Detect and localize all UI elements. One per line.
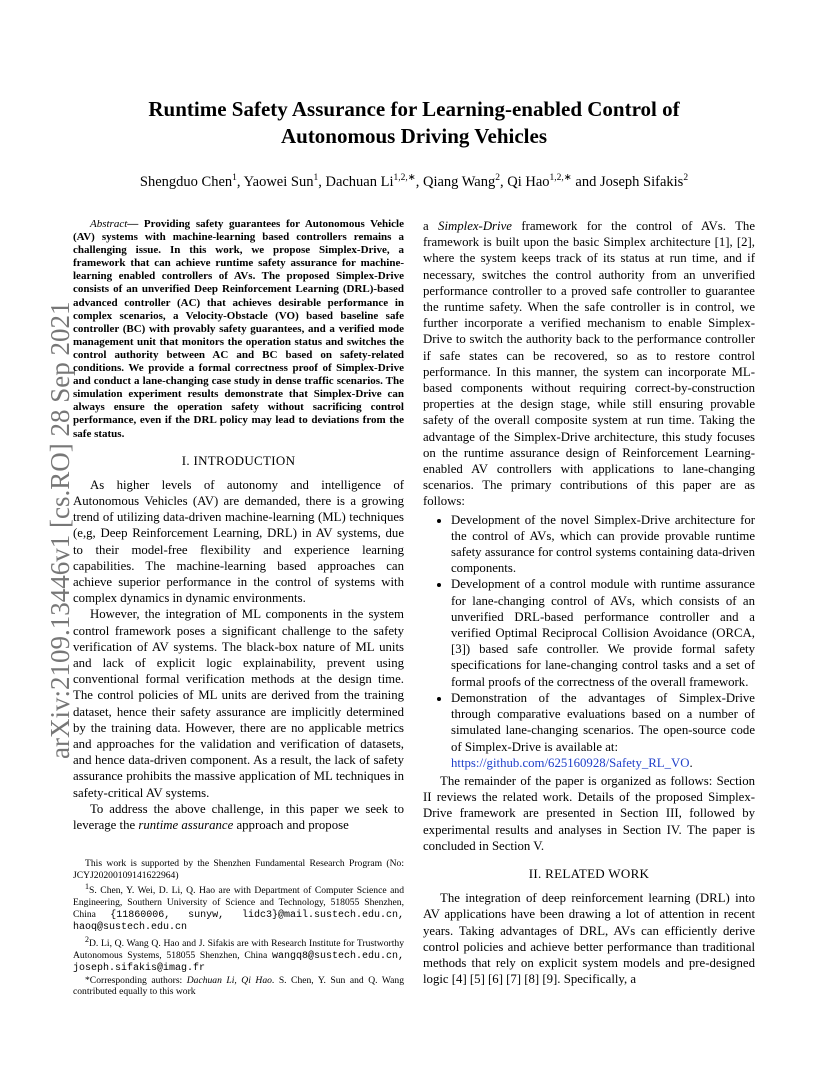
author-affil: 2 (683, 173, 689, 183)
footnotes (73, 858, 404, 998)
footnote-emails: {11860006, sunyw, lidc3}@mail.sustech.edu.cn, haoq@sustech.edu.cn (73, 909, 404, 934)
footnote-1: $^1$S. Chen, Y. Wei, D. Li, Q. Hao are with Department of Computer Science and Engineering, Southern University of Science and Technology, 518055 Shenzhen, China {11860006, sunyw, lidc3}@mail.sustech.edu.cn, haoq@sustech.edu.cn (73, 882, 404, 934)
footnote-corresponding (73, 975, 404, 998)
abstract (73, 218, 404, 441)
list-item: • Development of the novel Simplex-Drive architecture for the control of AVs, which can provide provable runtime safety assurance for control systems containing data-driven components. (451, 512, 755, 577)
author: Joseph Sifakis (599, 173, 684, 190)
right-column (423, 218, 755, 987)
footnote-support: This work is supported by the Shenzhen Fundamental Research Program (No: JCYJ20200109141622964) (73, 858, 404, 881)
body-paragraph: The integration of deep reinforcement learning (DRL) into AV applications have been drawing a lot of attention in recent years. Taking advantages of DRL, AVs can efficiently derive control policies and achieve better performance than traditional methods that rely on explicit system models and pre-designed logic [4] [5] [6] [7] [8] [9]. Specifically, a (423, 891, 755, 987)
body-text: framework for the control of AVs. The framework is built upon the basic Simplex architecture [1], [2], where the system keeps track of its status at run time, and if necessary, switches the control authority from an unverified performance controller to a proved safe controller to guarantee the runtime safety. When the safe controller is in control, we further incorporate a verified mechanism to enable Simplex-Drive to switch the authority back to the performance controller if safe states can be recovered, so as to restore control performance. In this manner, the system can incorporate ML-based components without requiring correct-by-construction properties at the design stage, while still ensuring provable safety of the overall composite system at run time. Taking the advantage of the Simplex-Drive architecture, this study focuses on the runtime assurance design of Reinforcement Learning-enabled AV controllers with applications to lane-changing scenarios. The primary contributions of this paper are as follows: (423, 219, 755, 509)
author: Qi Hao (507, 173, 550, 190)
author-affil: 1 (313, 173, 319, 183)
footnote-text: S. Chen, Y. Wei, D. Li, Q. Hao are with Department of Computer Science and Engineering, Southern University of Science and Technology, 518055 Shenzhen, China (73, 885, 404, 920)
intro-paragraph (73, 801, 404, 833)
author: Shengduo Chen (139, 173, 233, 190)
intro-emphasis: runtime assurance (138, 818, 234, 833)
arxiv-identifier: arXiv:2109.13446v1 [cs.RO] 28 Sep 2021 (45, 301, 75, 759)
author: Qiang Wang (422, 173, 496, 190)
body-emphasis: Simplex-Drive (438, 219, 512, 233)
footnote-emails: wangq8@sustech.edu.cn, joseph.sifakis@imag.fr (73, 950, 404, 975)
body-paragraph: The remainder of the paper is organized as follows: Section II reviews the related work. Details of the proposed Simplex-Drive framework are presented in Section III, followed by experimental results and analyses in Section IV. The paper is concluded in Section V. (423, 773, 755, 853)
author-affil: 1,2,∗ (549, 173, 572, 183)
footnote-text: D. Li, Q. Wang Q. Hao and J. Sifakis are with Research Institute for Trustworthy Autonomous Systems, 518055 Shenzhen, China (73, 937, 404, 961)
abstract-label: Abstract (90, 218, 128, 230)
contributions-list (423, 512, 755, 771)
list-item-text: Demonstration of the advantages of Simplex-Drive through comparative evaluations based on a number of simulated lane-changing scenarios. The open-source code of Simplex-Drive is available at: (451, 690, 755, 754)
paper-title (0, 96, 828, 150)
author-affil: 1 (232, 173, 237, 183)
author: Dachuan Li (325, 173, 394, 190)
author-affil: 2 (495, 173, 500, 183)
author-list: Shengduo Chen$^1$, Yaowei Sun$^1$, Dachuan $Li^{1,2,∗}$, Qiang Wang$^2$, Qi Hao$^{1,2,∗}$ and Joseph Sifakis$^2$ (139, 173, 689, 190)
abstract-text: — Providing safety guarantees for Autonomous Vehicle (AV) systems with machine-learning based controllers remains a challenging issue. In this work, we propose Simplex-Drive, a framework that can achieve runtime safety assurance for machine-learning enabled controllers of AVs. The proposed Simplex-Drive consists of an unverified Deep Reinforcement Learning (DRL)-based advanced controller (AC) that achieves desirable performance in complex scenarios, a Velocity-Obstacle (VO) based baseline safe controller (BC) with provably safety guarantees, and a verified mode management unit that monitors the operation status and switches the control authority between AC and BC based on safety-related conditions. We provide a formal correctness proof of Simplex-Drive and conduct a lane-changing case study in dense traffic scenarios. The simulation experiment results demonstrate that Simplex-Drive can always ensure the operation safety without sacrificing control performance, even if the DRL policy may lead to deviations from the safe status. (73, 218, 404, 440)
title-line-2: Autonomous Driving Vehicles (280, 124, 548, 148)
intro-text: To address the above challenge, in this paper we seek to leverage the (73, 801, 404, 833)
left-column (73, 218, 404, 833)
section-heading-related-work: II. RELATED WORK (528, 865, 650, 881)
list-item: • Demonstration of the advantages of Simplex-Drive through comparative evaluations based on a number of simulated lane-changing scenarios. The open-source code of Simplex-Drive is available at: https://github.com/625160928/Safety_RL_VO. (451, 690, 755, 771)
body-text: a (423, 219, 439, 233)
intro-paragraph: As higher levels of autonomy and intelligence of Autonomous Vehicles (AV) are demanded, there is a growing trend of utilizing data-driven machine-learning (ML) techniques (e,g, Deep Reinforcement Learning, DRL) in AV systems, due to their model-free flexibility and experience learning capabilities. The machine-learning based approaches can achieve superior performance in the control of systems with complex dynamics in dynamic environments. (73, 477, 404, 606)
author: Yaowei Sun (243, 173, 314, 190)
footnote-emphasis: Dachuan Li, Qi Hao (186, 974, 272, 986)
author-affil: 1,2,∗ (393, 173, 416, 183)
footnote-2: $^2$D. Li, Q. Wang Q. Hao and J. Sifakis are with Research Institute for Trustworthy Autonomous Systems, 518055 Shenzhen, China wangq8@sustech.edu.cn, joseph.sifakis@imag.fr (73, 934, 404, 975)
footnote-text: . S. Chen, Y. Sun and Q. Wang contributed equally to this work (73, 974, 404, 998)
footnote-text: *Corresponding authors: (85, 974, 187, 986)
intro-paragraph: However, the integration of ML components in the system control framework poses a significant challenge to the safety verification of AV systems. The black-box nature of ML units and lack of explicit logic explainability, prevent using conventional formal verification methods at the design time. The control policies of ML units are derived from the training dataset, hence their safety assurance are implicitly determined by the training data. However, there are no applicable metrics and approaches for the validation and verification of datasets, and hence data-driven component. As a result, the lack of safety assurance prohibits the massive application of ML techniques in safety-critical AV systems. (73, 607, 404, 800)
github-link[interactable]: https://github.com/625160928/Safety_RL_VO (451, 755, 690, 770)
list-item: • Development of a control module with runtime assurance for lane-changing control of AVs, which consists of an unverified DRL-based performance controller and a verified Optimal Reciprocal Collision Avoidance (ORCA, [3]) based safe controller. We provide formal safety specifications for lane-changing control tasks and a set of formal proofs of the correctness of the overall framework. (451, 576, 755, 689)
section-heading-introduction: I. INTRODUCTION (181, 452, 296, 468)
body-paragraph (423, 218, 755, 510)
title-line-1: Runtime Safety Assurance for Learning-enabled Control of (148, 97, 680, 121)
intro-text: approach and propose (233, 818, 349, 833)
